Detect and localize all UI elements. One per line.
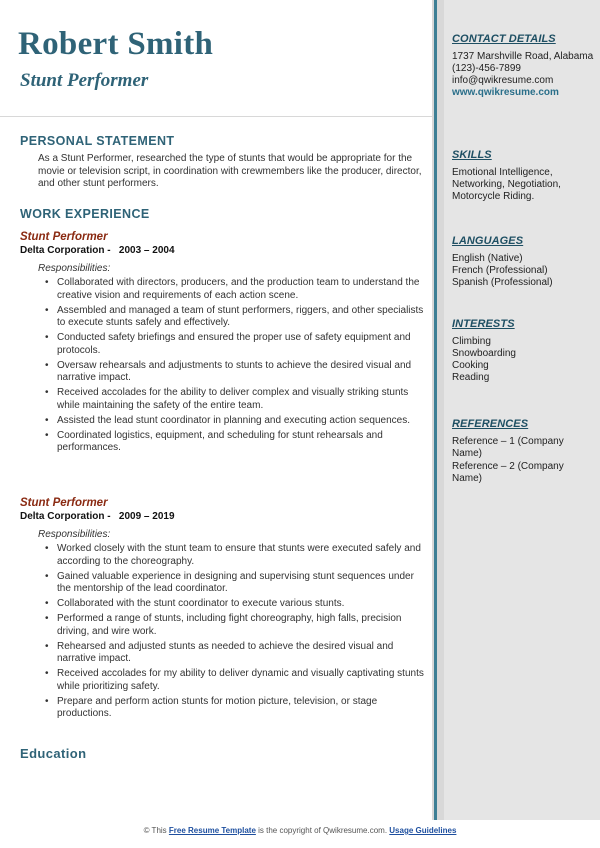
- list-item: • Rehearsed and adjusted stunts as needed to achieve the desired visual and narrative impact.: [44, 641, 428, 666]
- list-item: • Conducted safety briefings and ensured the proper use of safety equipment and protocols.: [44, 332, 428, 357]
- list-item: • Received accolades for my ability to deliver dynamic and visually captivating stunts while prioritizing safety.: [44, 668, 428, 693]
- sidebar-accent-bar: [432, 0, 444, 820]
- contact-section: [452, 33, 596, 99]
- list-item: • Prepare and perform action stunts for motion picture, television, or stage productions.: [44, 696, 428, 721]
- candidate-name: Robert Smith: [18, 26, 214, 62]
- sidebar: [444, 0, 600, 820]
- footer-middle: is the copyright of Qwikresume.com.: [255, 826, 390, 835]
- skills-heading: SKILLS: [452, 149, 492, 161]
- footer-prefix: © This: [143, 826, 169, 835]
- job-title: Stunt Performer: [20, 231, 108, 243]
- free-resume-template-link[interactable]: Free Resume Template: [168, 826, 256, 835]
- job-title: Stunt Performer: [20, 497, 108, 509]
- contact-email[interactable]: info@qwikresume.com: [452, 75, 554, 86]
- personal-statement-text: As a Stunt Performer, researched the type of stunts that would be appropriate for the movie or television script, in coordination with crewmembers like the producer, director, and other stunt performers.: [38, 153, 422, 189]
- reference-item: Reference – 2 (Company Name): [452, 461, 564, 484]
- footer: [0, 826, 600, 835]
- references-heading: REFERENCES: [452, 418, 529, 430]
- language-item: French (Professional): [452, 265, 548, 276]
- job-responsibilities-list: [44, 543, 428, 723]
- list-item: • Gained valuable experience in designing and supervising stunt sequences under the mentorship of the lead coordinator.: [44, 571, 428, 596]
- language-item: Spanish (Professional): [452, 277, 553, 288]
- header-divider: [0, 116, 432, 117]
- list-item: • Assisted the lead stunt coordinator in planning and executing action sequences.: [44, 415, 428, 428]
- interests-heading: INTERESTS: [452, 318, 515, 330]
- interest-item: Snowboarding: [452, 348, 516, 359]
- skills-section: [452, 149, 596, 203]
- list-item: • Assembled and managed a team of stunt performers, riggers, and other specialists to execute stunts safely and effectively.: [44, 305, 428, 330]
- interest-item: Climbing: [452, 336, 491, 347]
- usage-guidelines-link[interactable]: Usage Guidelines: [389, 826, 457, 835]
- job-company-dates: Delta Corporation - 2009 – 2019: [20, 511, 175, 522]
- education-heading: Education: [20, 746, 87, 761]
- work-experience-heading: WORK EXPERIENCE: [20, 207, 150, 221]
- interest-item: Reading: [452, 372, 490, 383]
- job-responsibilities-list: [44, 277, 428, 457]
- list-item: • Collaborated with the stunt coordinator to execute various stunts.: [44, 598, 428, 611]
- interest-item: Cooking: [452, 360, 489, 371]
- candidate-title: Stunt Performer: [20, 70, 149, 91]
- job-company-dates: Delta Corporation - 2003 – 2004: [20, 245, 175, 256]
- contact-website-link[interactable]: www.qwikresume.com: [452, 87, 559, 98]
- list-item: • Worked closely with the stunt team to ensure that stunts were executed safely and according to the choreography.: [44, 543, 428, 568]
- languages-section: [452, 235, 596, 289]
- reference-item: Reference – 1 (Company Name): [452, 436, 564, 459]
- personal-statement-heading: PERSONAL STATEMENT: [20, 134, 175, 148]
- languages-heading: LANGUAGES: [452, 235, 524, 247]
- interests-section: [452, 318, 596, 384]
- contact-address: 1737 Marshville Road, Alabama: [452, 51, 594, 62]
- contact-phone: (123)-456-7899: [452, 63, 521, 74]
- list-item: • Performed a range of stunts, including fight choreography, high falls, precision driving, and wire work.: [44, 613, 428, 638]
- list-item: • Coordinated logistics, equipment, and scheduling for stunt rehearsals and performances.: [44, 430, 428, 455]
- list-item: • Oversaw rehearsals and adjustments to stunts to achieve the desired visual and narrative impact.: [44, 360, 428, 385]
- contact-heading: CONTACT DETAILS: [452, 33, 556, 45]
- responsibilities-label: Responsibilities:: [38, 529, 111, 540]
- skills-text: Emotional Intelligence, Networking, Negotiation, Motorcycle Riding.: [452, 167, 561, 202]
- list-item: • Received accolades for the ability to deliver complex and visually striking stunts while maintaining the safety of the entire team.: [44, 387, 428, 412]
- references-section: [452, 418, 596, 485]
- language-item: English (Native): [452, 253, 523, 264]
- responsibilities-label: Responsibilities:: [38, 263, 111, 274]
- list-item: • Collaborated with directors, producers, and the production team to understand the creative vision and requirements of each action scene.: [44, 277, 428, 302]
